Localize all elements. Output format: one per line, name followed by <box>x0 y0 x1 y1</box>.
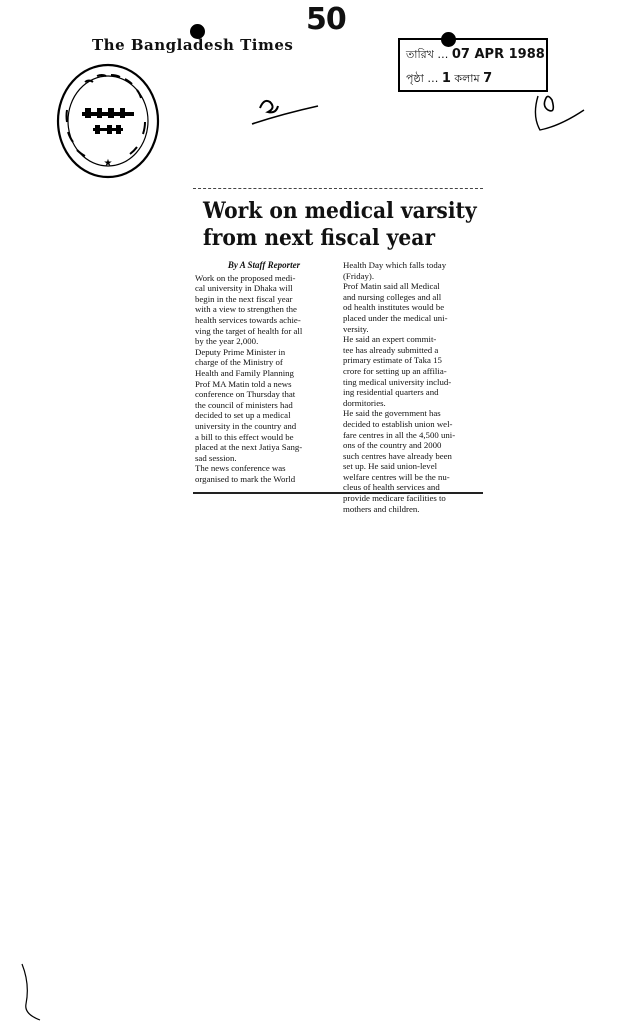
page-number: 50 <box>306 2 346 37</box>
handwritten-mark <box>250 88 320 128</box>
date-stamp <box>398 38 548 92</box>
article-line: sad session. <box>195 452 237 463</box>
article-line: placed under the medical uni- <box>343 312 448 323</box>
newspaper-masthead: The Bangladesh Times <box>92 36 294 54</box>
left-column-text <box>195 273 333 485</box>
article-line: Health Day which falls today <box>343 260 447 270</box>
right-column-text <box>343 260 481 514</box>
article-headline <box>203 198 477 252</box>
article-line: cleus of health services and <box>343 482 440 493</box>
article-line: university in the country and <box>195 420 297 431</box>
newspaper-clipping <box>193 188 483 514</box>
article-column-right <box>343 260 481 514</box>
article-line: Prof MA Matin told a news <box>195 378 292 389</box>
article-line: the council of ministers had <box>195 399 293 410</box>
date-row: তারিখ … 07 APR 1988 <box>406 47 545 62</box>
article-line: ing residential quarters and <box>343 387 439 398</box>
article-line: primary estimate of Taka 15 <box>343 355 442 366</box>
article-line: Deputy Prime Minister in <box>195 346 286 357</box>
article-line: such centres have already been <box>343 450 452 461</box>
byline: By A Staff Reporter <box>227 260 301 270</box>
headline-line-1: Work on medical varsity <box>203 198 477 224</box>
article-line: Work on the proposed medi- <box>195 272 296 283</box>
article-line: set up. He said union-level <box>343 461 438 472</box>
article-line: placed at the next Jatiya Sang- <box>195 442 303 453</box>
article-line: ving the target of health for all <box>195 325 303 336</box>
article-line: mothers and children. <box>343 503 420 514</box>
page-edge-mark <box>16 962 46 1022</box>
date-label: তারিখ <box>406 48 434 61</box>
article-line: decided to set up a medical <box>195 410 291 421</box>
handwritten-corner-number <box>532 90 592 138</box>
page-row: পৃষ্ঠা … 1 কলাম 7 <box>406 71 493 86</box>
article-line: ons of the country and 2000 <box>343 440 442 451</box>
article-line: dormitories. <box>343 397 386 408</box>
article-line: ting medical university includ- <box>343 376 452 387</box>
article-line: The news conference was <box>195 463 286 474</box>
article-line: welfare centres will be the nu- <box>343 471 450 482</box>
article-line: by the year 2,000. <box>195 336 259 347</box>
article-line: od health institutes would be <box>343 302 445 313</box>
date-value: 07 APR 1988 <box>451 47 545 62</box>
article-line: provide medicare facilities to <box>343 493 446 504</box>
article-line: versity. <box>343 323 369 334</box>
article-line: conference on Thursday that <box>195 389 296 400</box>
column-value: 7 <box>483 71 493 86</box>
article-column-left <box>195 260 333 484</box>
article-line: (Friday). <box>343 270 375 281</box>
article-line: health services towards achie- <box>195 314 301 325</box>
page-label: পৃষ্ঠা <box>406 72 424 85</box>
article-line: Health and Family Planning <box>195 367 294 378</box>
column-label: কলাম <box>454 72 480 85</box>
article-line: a bill to this effect would be <box>195 431 294 442</box>
article-line: and nursing colleges and all <box>343 291 442 302</box>
article-line: fare centres in all the 4,500 uni- <box>343 429 456 440</box>
article-line: He said the government has <box>343 408 441 419</box>
svg-text:★: ★ <box>103 158 113 169</box>
article-line: with a view to strengthen the <box>195 304 297 315</box>
article-line: He said an expert commit- <box>343 334 437 345</box>
documentation-cell-seal <box>55 62 161 180</box>
article-line: begin in the next fiscal year <box>195 293 293 304</box>
page-value: 1 <box>441 71 451 86</box>
article-line: organised to mark the World <box>195 473 296 484</box>
headline-line-2: from next fiscal year <box>203 225 436 251</box>
article-line: crore for setting up an affilia- <box>343 365 447 376</box>
article-line: Prof Matin said all Medical <box>343 281 440 292</box>
article-line: charge of the Ministry of <box>195 357 283 368</box>
article-line: tee has already submitted a <box>343 344 439 355</box>
article-line: cal university in Dhaka will <box>195 283 293 294</box>
article-line: decided to establish union wel- <box>343 418 453 429</box>
